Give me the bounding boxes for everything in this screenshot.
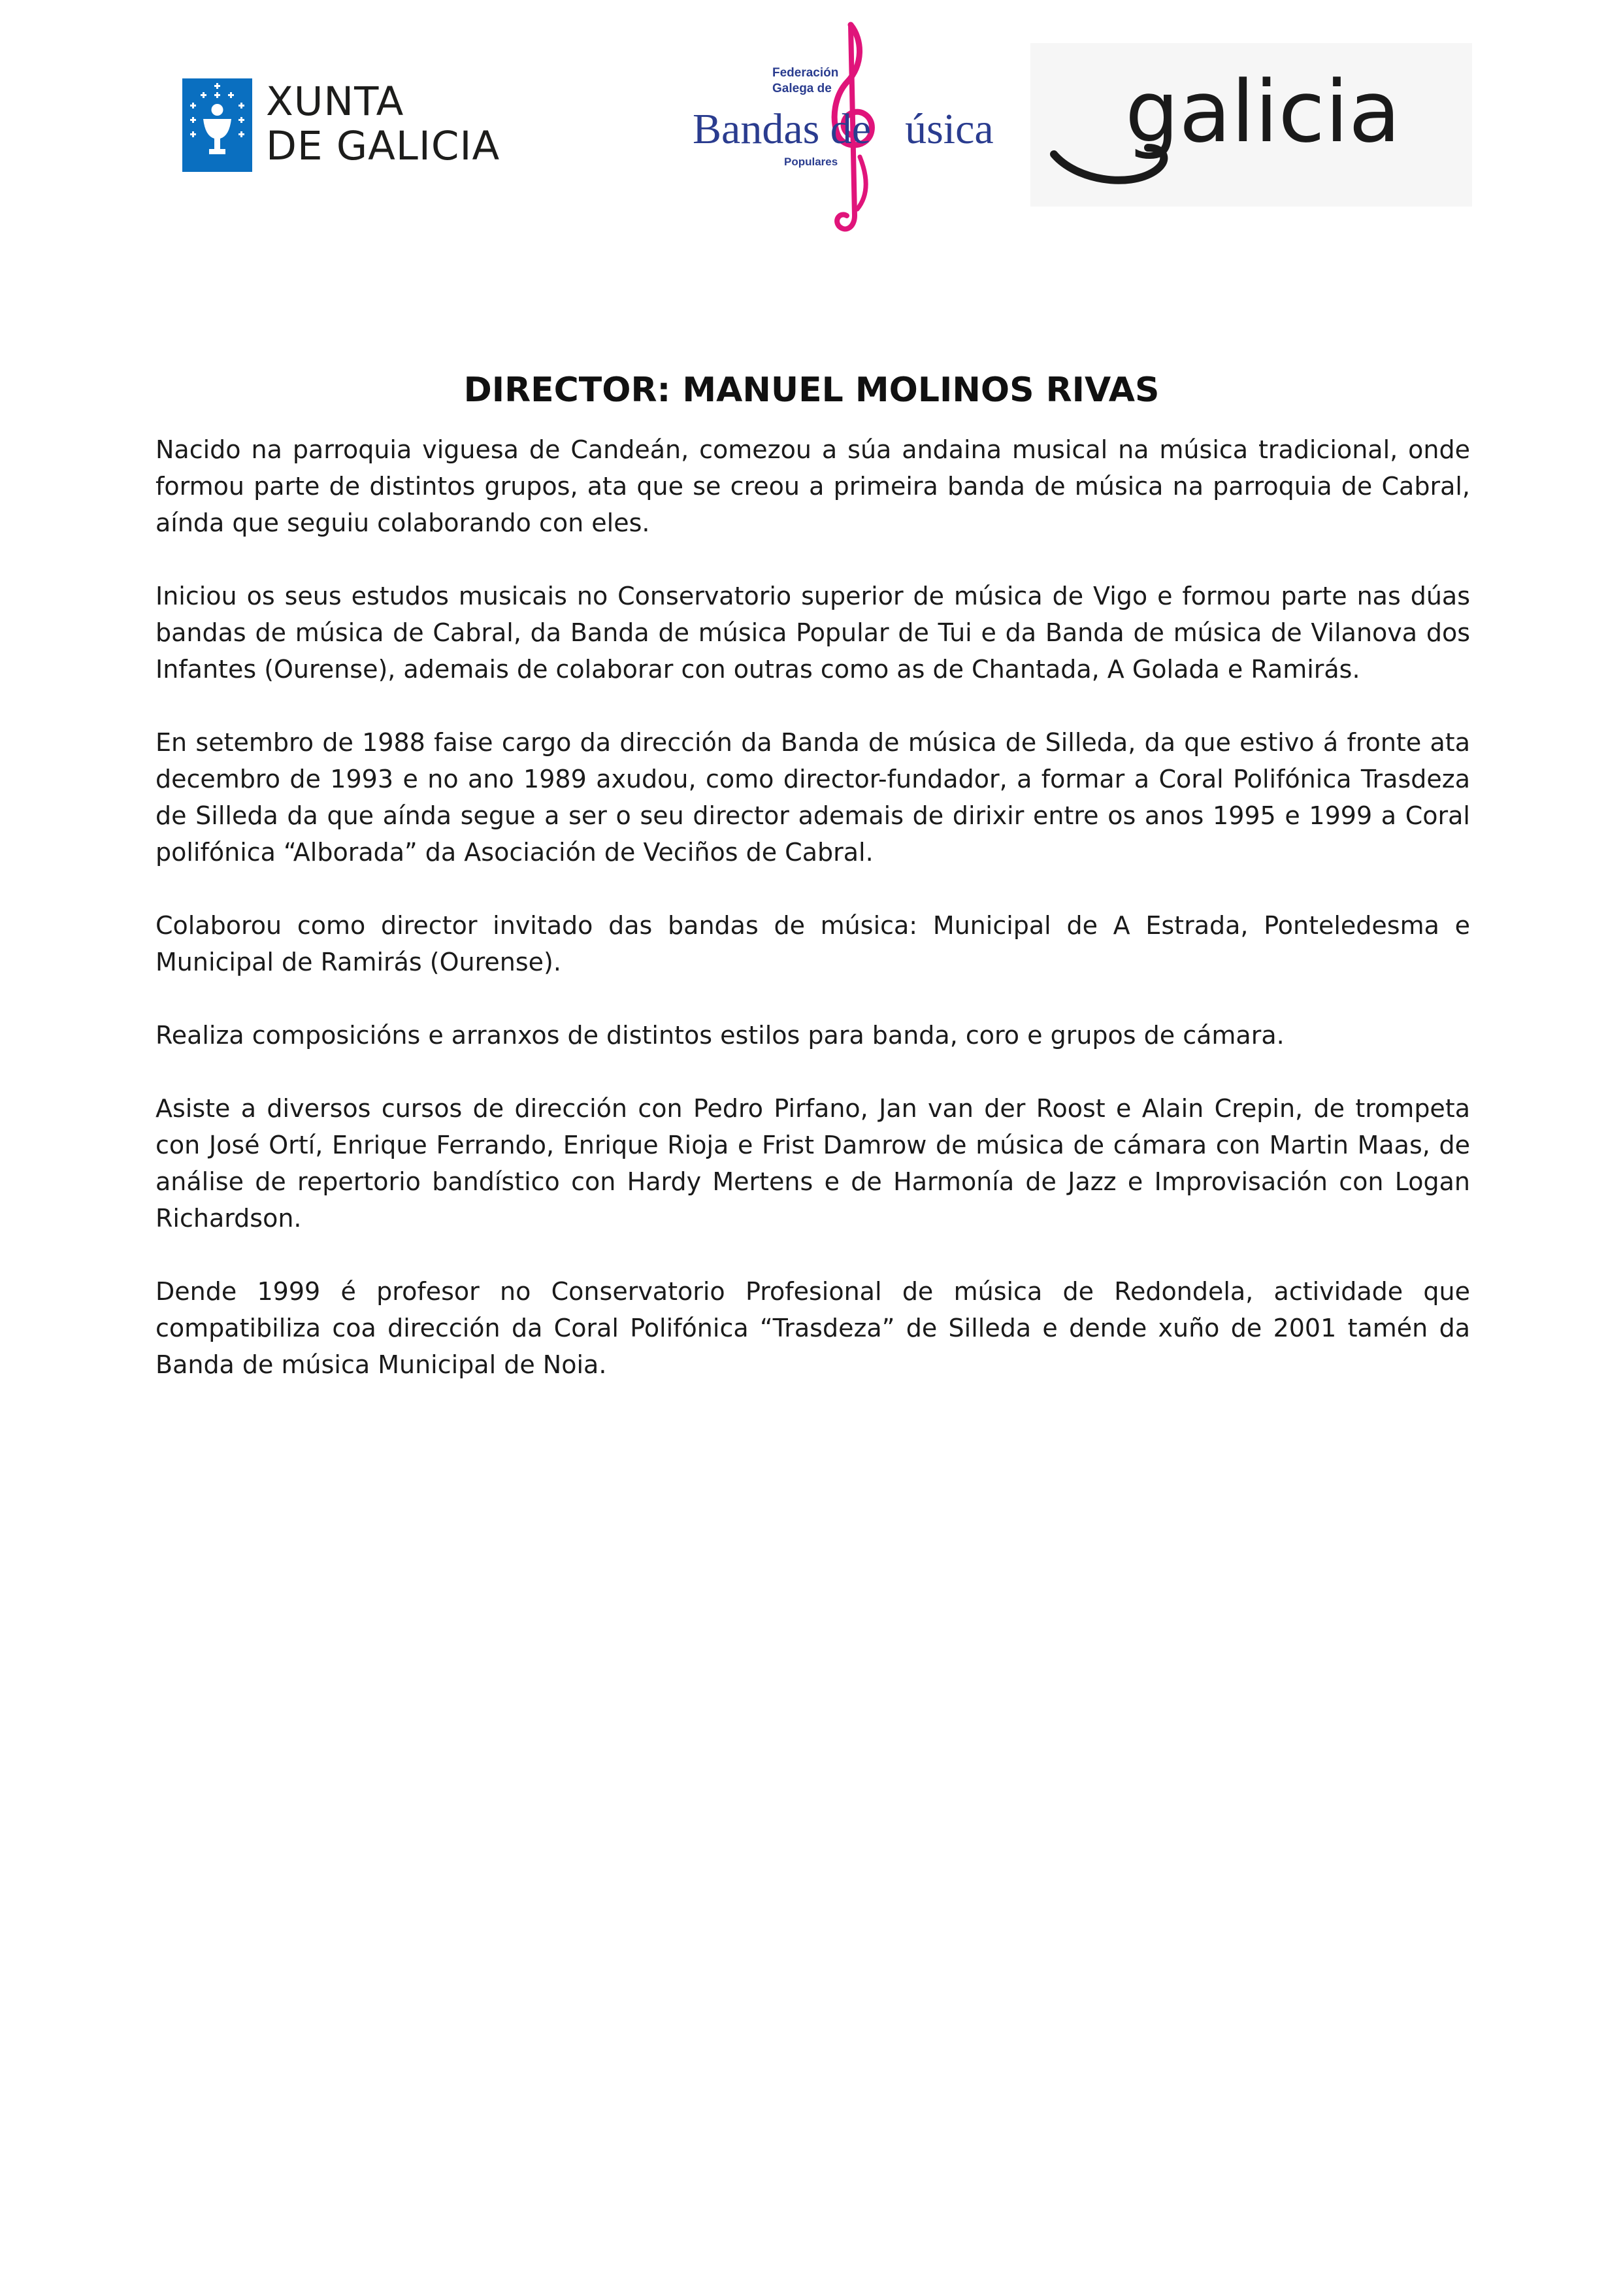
xunta-shield-icon [182,78,252,172]
xunta-wordmark [266,80,500,169]
paragraph-1: Nacido na parroquia viguesa de Candeán, comezou a súa andaina musical na música tradicional, onde formou parte de distintos grupos, ata que se creou a primeira banda de música na parroquia de Cabral, aínda que seguiu colaborando con eles. [156,435,1470,537]
document-title: DIRECTOR: MANUEL MOLINOS RIVAS [463,370,1160,410]
bandas-main-left: Bandas de [693,105,872,153]
bandas-de-musica-logo [693,20,994,235]
paragraph-4: Colaborou como director invitado das bandas de música: Municipal de A Estrada, Ponteledesma e Municipal de Ramirás (Ourense). [156,911,1470,976]
xunta-line-1: XUNTA [266,78,404,125]
bandas-line-galega: Galega de [772,82,832,95]
bandas-main-right: úsica [905,105,994,153]
bandas-line-federacion: Federación [772,66,839,80]
paragraph-6: Asiste a diversos cursos de dirección con Pedro Pirfano, Jan van der Roost e Alain Crepin, de trompeta con José Ortí, Enrique Ferrando, Enrique Rioja e Frist Damrow de música de cámara con Martin Maas, de análise de repertorio bandístico con Hardy Mertens e de Harmonía de Jazz e Improvisación con Logan Richardson. [156,1094,1470,1233]
paragraph-3: En setembro de 1988 faise cargo da dirección da Banda de música de Silleda, da que estivo á fronte ata decembro de 1993 e no ano 1989 axudou, como director-fundador, a formar a Coral Polifónica Trasdeza de Silleda da que aínda segue a ser o seu director ademais de dirixir entre os anos 1995 e 1999 a Coral polifónica “Alborada” da Asociación de Veciños de Cabral. [156,728,1470,867]
paragraph-5: Realiza composicións e arranxos de distintos estilos para banda, coro e grupos de cámara. [156,1021,1285,1050]
bandas-federacion-text [772,65,838,97]
paragraph-7: Dende 1999 é profesor no Conservatorio Profesional de música de Redondela, actividade que compatibiliza coa dirección da Coral Polifónica “Trasdeza” de Silleda e dende xuño de 2001 tamén da Banda de música Municipal de Noia. [156,1277,1470,1379]
galicia-brand-logo [1030,43,1472,207]
document-body [156,431,1470,1420]
bandas-populares-text: Populares [784,156,838,168]
xunta-de-galicia-logo [182,78,500,176]
galicia-wordmark-graphic [1030,43,1472,207]
bandas-main-text [693,103,994,156]
xunta-line-2: DE GALICIA [266,123,500,169]
paragraph-2: Iniciou os seus estudos musicais no Conservatorio superior de música de Vigo e formou parte nas dúas bandas de música de Cabral, da Banda de música Popular de Tui e da Banda de música de Vilanova dos Infantes (Ourense), ademais de colaborar con outras como as de Chantada, A Golada e Ramirás. [156,582,1470,684]
galicia-wordmark: galicia [1125,62,1401,161]
